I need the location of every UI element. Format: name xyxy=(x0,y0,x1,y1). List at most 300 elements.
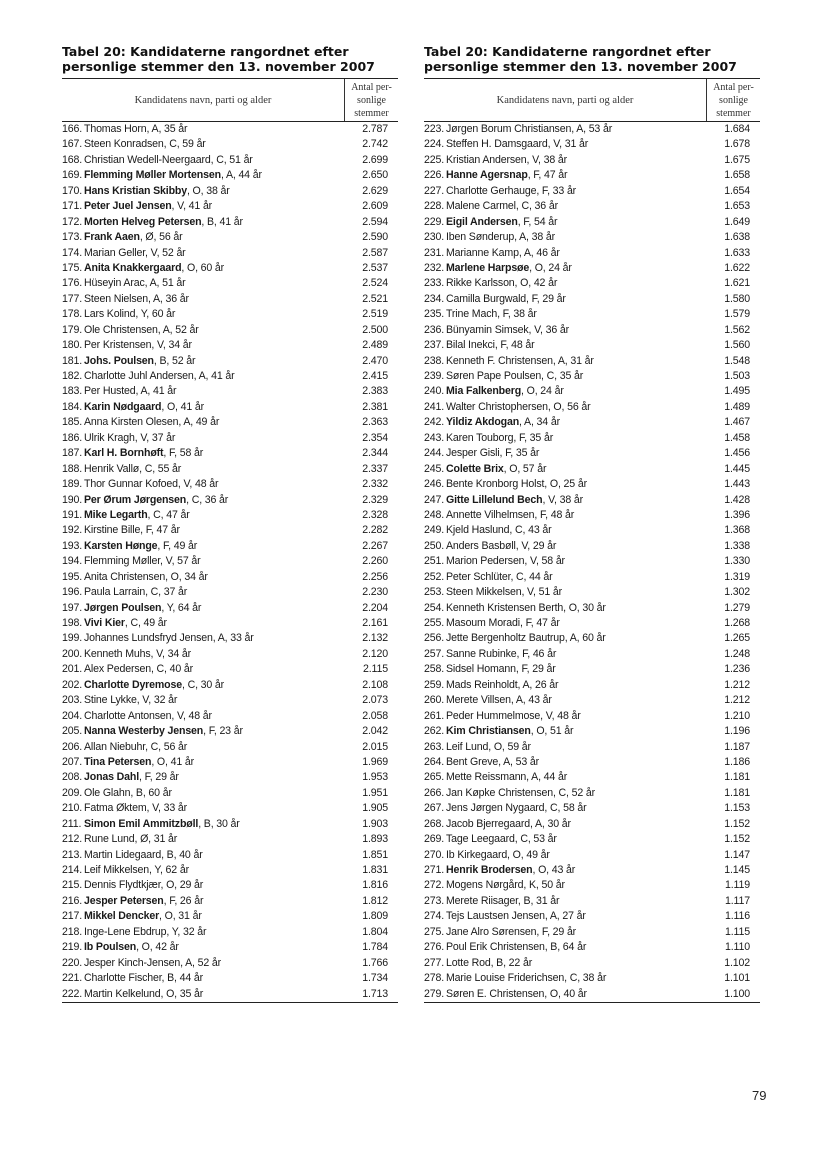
candidate-details: Marie Louise Friderichsen, C, 38 år xyxy=(446,972,607,985)
candidate-details: , O, 31 år xyxy=(159,910,202,923)
table-row xyxy=(424,493,760,508)
candidate-name-bold: Peter Juel Jensen xyxy=(84,200,172,213)
candidate-details: Jens Jørgen Nygaard, C, 58 år xyxy=(446,802,587,815)
candidate-details: Bente Kronborg Holst, O, 25 år xyxy=(446,478,587,491)
left-table xyxy=(62,44,398,1003)
candidate-rank: 262. xyxy=(424,725,445,738)
table-row xyxy=(62,184,398,199)
table-row xyxy=(62,384,398,399)
candidate-name xyxy=(84,724,344,739)
candidate-name xyxy=(446,631,706,646)
table-row xyxy=(62,369,398,384)
candidate-name xyxy=(84,477,344,492)
candidate-name xyxy=(84,523,344,538)
candidate-details: Ole Christensen, A, 52 år xyxy=(84,323,199,336)
candidate-name xyxy=(446,508,706,523)
candidate-name xyxy=(446,678,706,693)
candidate-details: Bent Greve, A, 53 år xyxy=(446,755,539,768)
candidate-name-bold: Tina Petersen xyxy=(84,755,152,768)
candidate-rank: 203. xyxy=(62,694,83,707)
personal-votes: 2.073 xyxy=(362,694,388,707)
candidate-rank: 273. xyxy=(424,894,445,907)
candidate-rank: 232. xyxy=(424,261,445,274)
candidate-name xyxy=(84,832,344,847)
personal-votes: 1.560 xyxy=(724,339,750,352)
candidate-rank: 178. xyxy=(62,308,83,321)
candidate-name xyxy=(446,863,706,878)
table-row xyxy=(424,539,760,554)
personal-votes: 1.330 xyxy=(724,555,750,568)
candidate-details: Martin Lidegaard, B, 40 år xyxy=(84,848,203,861)
personal-votes: 2.282 xyxy=(362,524,388,537)
candidate-rank: 266. xyxy=(424,786,445,799)
personal-votes: 1.951 xyxy=(362,786,388,799)
table-row xyxy=(424,631,760,646)
candidate-details: Poul Erik Christensen, B, 64 år xyxy=(446,941,587,954)
personal-votes: 1.268 xyxy=(724,617,750,629)
candidate-rank: 192. xyxy=(62,524,83,537)
candidate-details: Lotte Rod, B, 22 år xyxy=(446,956,533,969)
candidate-details: Jørgen Borum Christiansen, A, 53 år xyxy=(446,123,613,135)
personal-votes: 1.236 xyxy=(724,663,750,676)
personal-votes: 1.338 xyxy=(724,539,750,552)
candidate-rank: 212. xyxy=(62,833,83,846)
table-row xyxy=(424,894,760,909)
candidate-rank: 174. xyxy=(62,246,83,259)
personal-votes: 1.653 xyxy=(724,200,750,213)
table-row xyxy=(424,693,760,708)
table-row xyxy=(424,184,760,199)
candidate-name xyxy=(84,354,344,369)
candidate-details: Martin Kelkelund, O, 35 år xyxy=(84,987,204,1000)
candidate-name xyxy=(446,384,706,399)
candidate-details: Annette Vilhelmsen, F, 48 år xyxy=(446,508,575,521)
candidate-details: , Ø, 56 år xyxy=(139,231,183,244)
candidate-rank: 188. xyxy=(62,462,83,475)
table-row xyxy=(62,431,398,446)
candidate-name xyxy=(446,307,706,322)
personal-votes: 1.503 xyxy=(724,370,750,382)
candidate-details: Charlotte Fischer, B, 44 år xyxy=(84,972,204,985)
candidate-name-bold: Hanne Agersnap xyxy=(446,169,528,182)
candidate-rank: 206. xyxy=(62,740,83,753)
personal-votes: 2.415 xyxy=(362,370,388,382)
table-row xyxy=(424,786,760,801)
personal-votes: 1.579 xyxy=(724,308,750,321)
table-row xyxy=(62,415,398,430)
candidate-name xyxy=(446,338,706,353)
personal-votes: 1.212 xyxy=(724,678,750,691)
personal-votes: 1.658 xyxy=(724,169,750,182)
candidate-rank: 217. xyxy=(62,910,83,923)
table-row xyxy=(424,601,760,616)
personal-votes: 1.580 xyxy=(724,292,750,305)
personal-votes: 1.734 xyxy=(362,972,388,985)
candidate-details: , F, 58 år xyxy=(163,447,204,460)
table-row xyxy=(62,554,398,569)
personal-votes: 1.368 xyxy=(724,524,750,537)
personal-votes: 1.633 xyxy=(724,246,750,259)
personal-votes: 2.015 xyxy=(362,740,388,753)
table-row xyxy=(62,601,398,616)
personal-votes: 1.562 xyxy=(724,323,750,336)
candidate-details: Per Husted, A, 41 år xyxy=(84,385,177,398)
table-row xyxy=(62,894,398,909)
candidate-details: Jesper Gisli, F, 35 år xyxy=(446,447,540,460)
candidate-name-bold: Charlotte Dyremose xyxy=(84,678,182,691)
personal-votes: 1.622 xyxy=(724,261,750,274)
candidate-rank: 213. xyxy=(62,848,83,861)
table-row xyxy=(424,462,760,477)
personal-votes: 1.181 xyxy=(724,786,750,799)
right-table xyxy=(424,44,760,1003)
candidate-name-bold: Jonas Dahl xyxy=(84,771,140,784)
candidate-name xyxy=(446,909,706,924)
candidate-rank: 265. xyxy=(424,771,445,784)
candidate-rank: 242. xyxy=(424,416,445,429)
candidate-details: Karen Touborg, F, 35 år xyxy=(446,431,554,444)
candidate-name xyxy=(84,554,344,569)
candidate-name xyxy=(84,122,344,137)
candidate-rank: 170. xyxy=(62,184,83,197)
candidate-details: Walter Christophersen, O, 56 år xyxy=(446,400,591,413)
personal-votes: 1.766 xyxy=(362,956,388,969)
candidate-name xyxy=(84,246,344,261)
candidate-details: , O, 24 år xyxy=(529,261,572,274)
candidate-details: Iben Sønderup, A, 38 år xyxy=(446,231,556,244)
table-row xyxy=(62,338,398,353)
candidate-rank: 261. xyxy=(424,709,445,722)
table-row xyxy=(62,462,398,477)
table-row xyxy=(62,261,398,276)
table-header xyxy=(62,78,398,122)
candidate-rank: 216. xyxy=(62,894,83,907)
personal-votes: 1.115 xyxy=(725,925,750,938)
candidate-rank: 271. xyxy=(424,864,445,876)
table-row xyxy=(62,354,398,369)
candidate-name xyxy=(84,415,344,430)
personal-votes: 2.115 xyxy=(363,663,388,676)
candidate-name-bold: Mike Legarth xyxy=(84,508,148,521)
candidate-name xyxy=(446,878,706,893)
candidate-details: , O, 60 år xyxy=(181,261,225,274)
candidate-rank: 233. xyxy=(424,277,445,290)
candidate-name xyxy=(446,601,706,616)
personal-votes: 2.042 xyxy=(362,725,388,738)
table-row xyxy=(62,199,398,214)
candidate-rank: 200. xyxy=(62,647,83,660)
candidate-details: Mette Reissmann, A, 44 år xyxy=(446,771,568,784)
personal-votes: 1.102 xyxy=(724,956,750,969)
candidate-name-bold: Vivi Kier xyxy=(84,617,125,629)
candidate-details: Jane Alro Sørensen, F, 29 år xyxy=(446,925,577,938)
table-row xyxy=(62,137,398,152)
candidate-name xyxy=(446,817,706,832)
candidate-name xyxy=(84,971,344,986)
candidate-details: Thor Gunnar Kofoed, V, 48 år xyxy=(84,478,219,491)
personal-votes: 1.812 xyxy=(362,894,388,907)
candidate-rank: 246. xyxy=(424,478,445,491)
personal-votes: 1.649 xyxy=(724,215,750,228)
candidate-details: Jesper Kinch-Jensen, A, 52 år xyxy=(84,956,221,969)
personal-votes: 1.678 xyxy=(724,138,750,151)
candidate-name xyxy=(446,230,706,245)
candidate-rank: 196. xyxy=(62,586,83,599)
table-row xyxy=(62,678,398,693)
candidate-details: Inge-Lene Ebdrup, Y, 32 år xyxy=(84,925,207,938)
candidate-details: Leif Mikkelsen, Y, 62 år xyxy=(84,864,189,876)
personal-votes: 1.153 xyxy=(724,802,750,815)
personal-votes: 1.117 xyxy=(725,894,750,907)
table-row xyxy=(62,570,398,585)
personal-votes: 2.108 xyxy=(362,678,388,691)
personal-votes: 2.354 xyxy=(362,431,388,444)
personal-votes: 1.816 xyxy=(362,879,388,892)
table-row xyxy=(424,956,760,971)
table-row xyxy=(62,493,398,508)
table-row xyxy=(424,400,760,415)
table-row xyxy=(424,755,760,770)
personal-votes: 2.267 xyxy=(362,539,388,552)
candidate-rank: 239. xyxy=(424,370,445,382)
candidate-name xyxy=(446,369,706,384)
personal-votes: 1.654 xyxy=(724,184,750,197)
candidate-name xyxy=(446,323,706,338)
personal-votes: 2.383 xyxy=(362,385,388,398)
candidate-rank: 172. xyxy=(62,215,83,228)
candidate-rank: 269. xyxy=(424,833,445,846)
candidate-name-bold: Mia Falkenberg xyxy=(446,385,522,398)
candidate-details: Søren E. Christensen, O, 40 år xyxy=(446,987,587,1000)
candidate-name xyxy=(84,369,344,384)
candidate-rank: 244. xyxy=(424,447,445,460)
personal-votes: 1.784 xyxy=(362,941,388,954)
table-row xyxy=(424,523,760,538)
candidate-name-bold: Henrik Brodersen xyxy=(446,864,533,876)
personal-votes: 2.489 xyxy=(362,339,388,352)
candidate-details: Thomas Horn, A, 35 år xyxy=(84,123,188,135)
candidate-details: Flemming Møller, V, 57 år xyxy=(84,555,201,568)
personal-votes: 1.467 xyxy=(724,416,750,429)
candidate-rank: 257. xyxy=(424,647,445,660)
personal-votes: 1.893 xyxy=(362,833,388,846)
candidate-rank: 270. xyxy=(424,848,445,861)
personal-votes: 2.650 xyxy=(362,169,388,182)
candidate-rank: 241. xyxy=(424,400,445,413)
table-row xyxy=(62,523,398,538)
candidate-details: Christian Wedell-Neergaard, C, 51 år xyxy=(84,153,253,166)
personal-votes: 1.319 xyxy=(724,570,750,583)
personal-votes: 1.445 xyxy=(724,462,750,475)
candidate-details: Kristian Andersen, V, 38 år xyxy=(446,153,567,166)
candidate-details: , O, 43 år xyxy=(532,864,576,876)
candidate-details: , C, 30 år xyxy=(181,678,225,691)
candidate-details: , F, 49 år xyxy=(157,539,198,552)
candidate-name-bold: Karl H. Bornhøft xyxy=(84,447,164,460)
candidate-name-bold: Karsten Hønge xyxy=(84,539,158,552)
personal-votes: 1.181 xyxy=(724,771,750,784)
candidate-details: Søren Pape Poulsen, C, 35 år xyxy=(446,370,584,382)
candidate-rank: 240. xyxy=(424,385,445,398)
candidate-name xyxy=(84,678,344,693)
candidate-name xyxy=(84,431,344,446)
candidate-rank: 278. xyxy=(424,972,445,985)
personal-votes: 2.594 xyxy=(362,215,388,228)
candidate-details: , F, 23 år xyxy=(203,725,243,738)
table-row xyxy=(62,616,398,631)
candidate-details: , F, 47 år xyxy=(527,169,568,182)
personal-votes: 2.328 xyxy=(362,508,388,521)
candidate-rank: 197. xyxy=(62,601,83,614)
candidate-name-bold: Jørgen Poulsen xyxy=(84,601,162,614)
personal-votes: 1.100 xyxy=(724,987,750,1000)
candidate-details: , O, 51 år xyxy=(530,725,574,738)
candidate-rank: 225. xyxy=(424,153,445,166)
candidate-details: , O, 57 år xyxy=(503,462,547,475)
candidate-rank: 258. xyxy=(424,663,445,676)
candidate-details: , C, 36 år xyxy=(186,493,229,506)
personal-votes: 1.196 xyxy=(724,725,750,738)
personal-votes: 1.969 xyxy=(362,755,388,768)
personal-votes: 1.279 xyxy=(724,601,750,614)
table-row xyxy=(62,909,398,924)
candidate-name-bold: Karin Nødgaard xyxy=(84,400,162,413)
table-row xyxy=(424,153,760,168)
personal-votes: 1.210 xyxy=(724,709,750,722)
candidate-rank: 248. xyxy=(424,508,445,521)
candidate-rank: 208. xyxy=(62,771,83,784)
candidate-name xyxy=(84,307,344,322)
candidate-name xyxy=(84,585,344,600)
personal-votes: 2.204 xyxy=(362,601,388,614)
candidate-rank: 186. xyxy=(62,431,83,444)
table-row xyxy=(424,137,760,152)
table-row xyxy=(62,246,398,261)
candidate-details: , V, 38 år xyxy=(542,493,583,506)
candidate-rank: 184. xyxy=(62,400,83,413)
candidate-rank: 234. xyxy=(424,292,445,305)
candidate-name xyxy=(446,585,706,600)
candidate-rank: 214. xyxy=(62,864,83,876)
table-row xyxy=(424,662,760,677)
table-row xyxy=(424,431,760,446)
candidate-name xyxy=(446,740,706,755)
candidate-name xyxy=(446,246,706,261)
candidate-rank: 215. xyxy=(62,879,83,892)
personal-votes: 1.101 xyxy=(724,972,750,985)
candidate-rank: 175. xyxy=(62,261,83,274)
candidate-rank: 235. xyxy=(424,308,445,321)
table-row xyxy=(62,477,398,492)
table-row xyxy=(424,925,760,940)
table-row xyxy=(424,878,760,893)
candidate-rank: 218. xyxy=(62,925,83,938)
personal-votes: 1.804 xyxy=(362,925,388,938)
page-number: 79 xyxy=(752,1088,767,1103)
personal-votes: 2.537 xyxy=(362,261,388,274)
table-row xyxy=(62,925,398,940)
candidate-rank: 204. xyxy=(62,709,83,722)
candidate-rank: 272. xyxy=(424,879,445,892)
personal-votes: 2.332 xyxy=(362,478,388,491)
candidate-name xyxy=(84,693,344,708)
candidate-rank: 168. xyxy=(62,153,83,166)
candidate-name xyxy=(84,817,344,832)
candidate-rank: 167. xyxy=(62,138,83,151)
candidate-name xyxy=(84,770,344,785)
candidate-details: , O, 24 år xyxy=(521,385,564,398)
table-row xyxy=(424,971,760,986)
candidate-rank: 193. xyxy=(62,539,83,552)
candidate-name xyxy=(446,199,706,214)
candidate-details: Jette Bergenholtz Bautrup, A, 60 år xyxy=(446,632,606,645)
table-row xyxy=(424,817,760,832)
candidate-name xyxy=(84,616,344,631)
table-row xyxy=(62,446,398,461)
candidate-details: Mads Reinholdt, A, 26 år xyxy=(446,678,559,691)
table-row xyxy=(62,292,398,307)
personal-votes: 1.684 xyxy=(724,123,750,135)
candidate-name xyxy=(446,400,706,415)
candidate-rank: 177. xyxy=(62,292,83,305)
candidate-name xyxy=(84,631,344,646)
candidate-details: Anita Christensen, O, 34 år xyxy=(84,570,208,583)
personal-votes: 2.329 xyxy=(362,493,388,506)
candidate-name xyxy=(446,662,706,677)
candidate-name-bold: Jesper Petersen xyxy=(84,894,164,907)
candidate-rank: 230. xyxy=(424,231,445,244)
table-row xyxy=(424,740,760,755)
candidate-name xyxy=(84,199,344,214)
table-row xyxy=(62,740,398,755)
candidate-rank: 171. xyxy=(62,200,83,213)
candidate-name xyxy=(446,724,706,739)
personal-votes: 2.363 xyxy=(362,416,388,429)
candidate-details: Johannes Lundsfryd Jensen, A, 33 år xyxy=(84,632,254,645)
candidate-name xyxy=(84,925,344,940)
personal-votes: 1.119 xyxy=(725,879,750,892)
candidate-rank: 219. xyxy=(62,941,83,954)
table-row xyxy=(62,307,398,322)
personal-votes: 2.260 xyxy=(362,555,388,568)
table-row xyxy=(62,662,398,677)
candidate-details: Charlotte Antonsen, V, 48 år xyxy=(84,709,212,722)
candidate-details: Merete Villsen, A, 43 år xyxy=(446,694,552,707)
table-row xyxy=(424,384,760,399)
candidate-rank: 223. xyxy=(424,123,445,135)
candidate-details: Anna Kirsten Olesen, A, 49 år xyxy=(84,416,220,429)
candidate-details: , O, 41 år xyxy=(161,400,205,413)
candidate-details: Steen Mikkelsen, V, 51 år xyxy=(446,586,562,599)
table-row xyxy=(62,801,398,816)
candidate-details: Ulrik Kragh, V, 37 år xyxy=(84,431,176,444)
personal-votes: 1.458 xyxy=(724,431,750,444)
candidate-name xyxy=(84,878,344,893)
candidate-name xyxy=(84,323,344,338)
candidate-rank: 228. xyxy=(424,200,445,213)
candidate-name xyxy=(446,647,706,662)
table-row xyxy=(62,323,398,338)
candidate-rank: 180. xyxy=(62,339,83,352)
candidate-name xyxy=(446,153,706,168)
candidate-details: Ib Kirkegaard, O, 49 år xyxy=(446,848,550,861)
candidate-name xyxy=(84,956,344,971)
candidate-name xyxy=(446,709,706,724)
candidate-rank: 256. xyxy=(424,632,445,645)
personal-votes: 1.713 xyxy=(362,987,388,1000)
candidate-details: Steen Konradsen, C, 59 år xyxy=(84,138,206,151)
personal-votes: 1.831 xyxy=(362,864,388,876)
